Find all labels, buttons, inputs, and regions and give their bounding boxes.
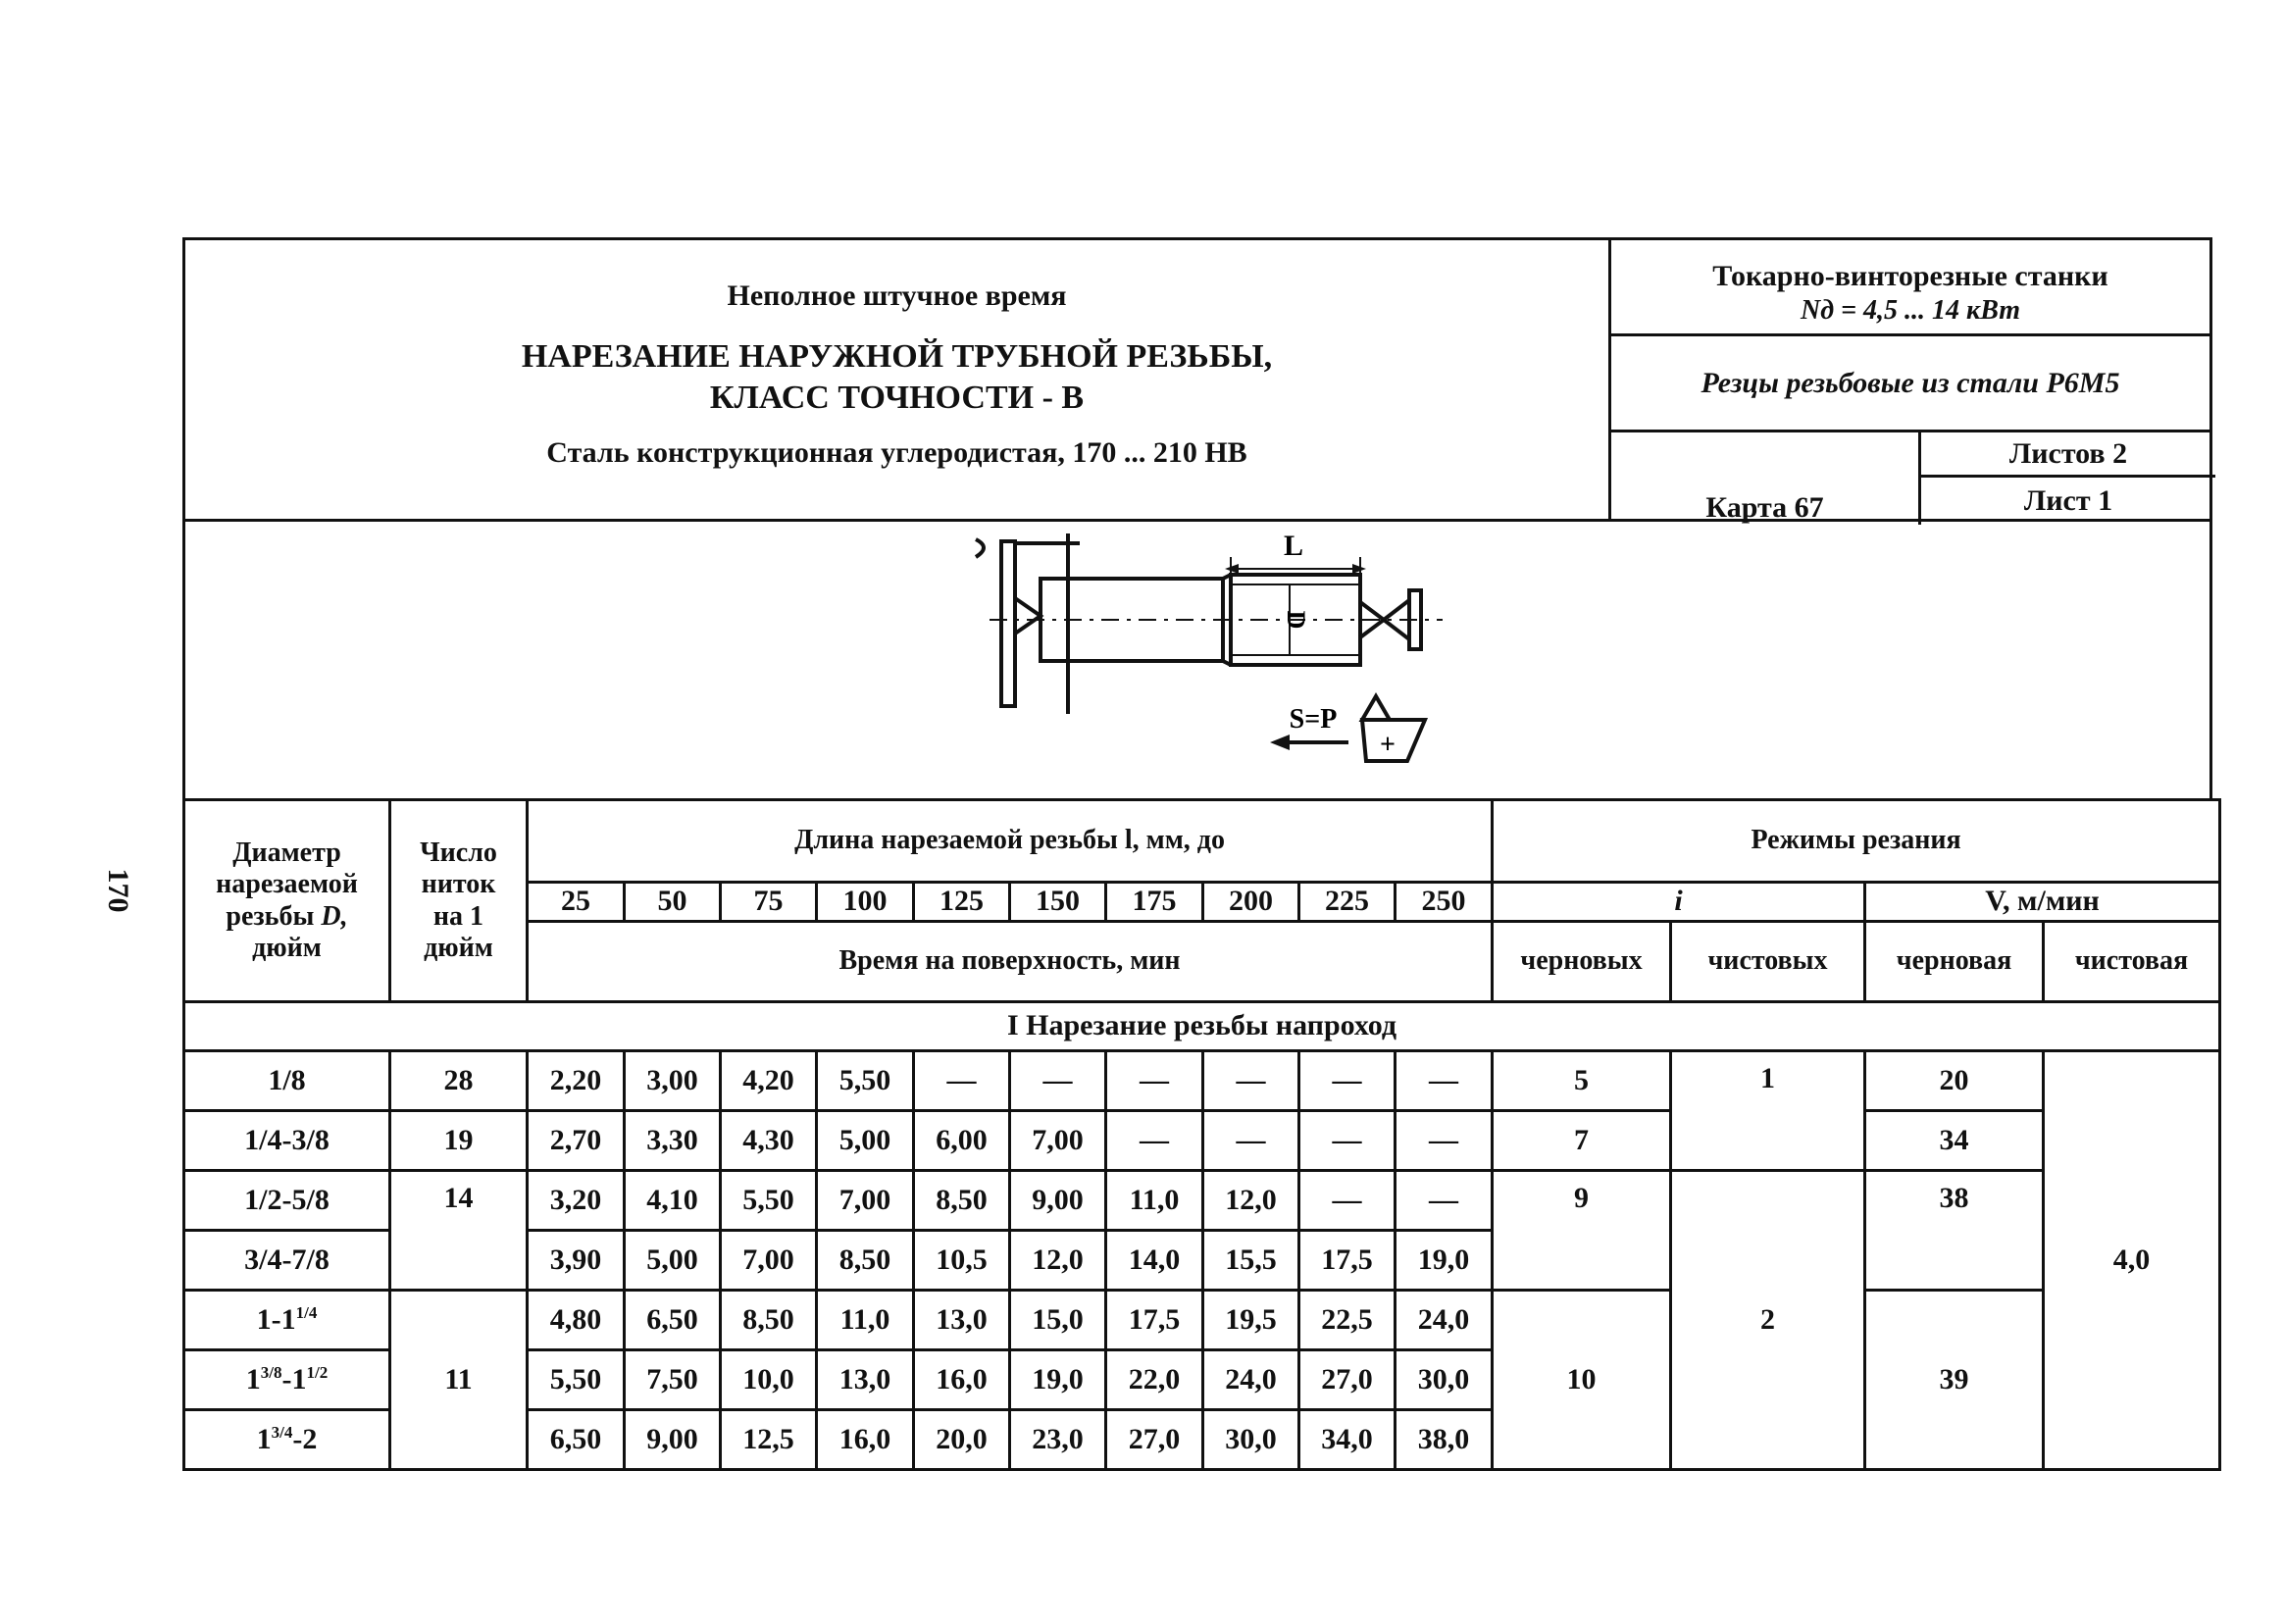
time-cell: 27,0 [1299, 1350, 1396, 1410]
header-modes: Режимы резания [1493, 800, 2220, 883]
time-cell: 10,5 [914, 1231, 1010, 1291]
time-cell: 8,50 [817, 1231, 914, 1291]
time-cell: 7,50 [625, 1350, 721, 1410]
header-diameter: Диаметр нарезаемой резьбы D, дюйм [184, 800, 390, 1002]
time-cell: 5,00 [817, 1111, 914, 1171]
sheet-number: Лист 1 [2023, 484, 2113, 517]
time-cell: 9,00 [1010, 1171, 1106, 1231]
time-cell: 3,30 [625, 1111, 721, 1171]
time-cell: — [1299, 1051, 1396, 1111]
time-cell: 14,0 [1106, 1231, 1203, 1291]
header-rough-v: черновая [1865, 922, 2044, 1002]
time-cell: — [1106, 1051, 1203, 1111]
table-row [184, 1291, 2220, 1350]
time-cell: 17,5 [1299, 1231, 1396, 1291]
length-col: 250 [1396, 883, 1493, 922]
feed-arrow-icon [1270, 735, 1290, 750]
page-title-line2: КЛАСС ТОЧНОСТИ - В [709, 380, 1085, 416]
diameter-cell: $1^{3/4}-2$ [184, 1410, 390, 1470]
time-cell: — [1396, 1051, 1493, 1111]
subtitle: Неполное штучное время [727, 279, 1067, 312]
time-cell: 16,0 [914, 1350, 1010, 1410]
card-number [1611, 432, 1921, 525]
sheets-total: Листов 2 [1921, 432, 2215, 478]
diameter-cell: 1/2-5/8 [184, 1171, 390, 1231]
drive-center [1015, 598, 1041, 634]
diameter-cell: 3/4-7/8 [184, 1231, 390, 1291]
i-rough-cell: 7 [1493, 1111, 1671, 1171]
i-finish-cell: 1 [1671, 1051, 1865, 1171]
length-col: 200 [1203, 883, 1299, 922]
time-cell: 2,20 [528, 1051, 625, 1111]
i-rough-cell: 9 [1493, 1171, 1671, 1291]
time-cell: 9,00 [625, 1410, 721, 1470]
v-rough-cell: 20 [1865, 1051, 2044, 1111]
time-cell: 19,0 [1396, 1231, 1493, 1291]
time-cell: — [1396, 1171, 1493, 1231]
chuck-jaw [976, 539, 984, 557]
threads-cell: 14 [390, 1171, 528, 1291]
time-cell: 15,0 [1010, 1291, 1106, 1350]
length-col: 50 [625, 883, 721, 922]
time-cell: 34,0 [1299, 1410, 1396, 1470]
length-col: 150 [1010, 883, 1106, 922]
time-cell: 30,0 [1203, 1410, 1299, 1470]
threads-cell: 11 [390, 1291, 528, 1470]
time-cell: 7,00 [1010, 1111, 1106, 1171]
setup-sketch [182, 522, 2212, 798]
time-cell: 16,0 [817, 1410, 914, 1470]
v-finish-cell: 4,0 [2044, 1051, 2220, 1470]
time-cell: 11,0 [1106, 1171, 1203, 1231]
label-D: D [1282, 610, 1310, 630]
time-cell: 3,20 [528, 1171, 625, 1231]
machine-type: Токарно-винторезные станки [1712, 260, 2108, 292]
time-cell: 6,50 [528, 1410, 625, 1470]
i-rough-cell: 10 [1493, 1291, 1671, 1470]
v-rough-cell: 39 [1865, 1291, 2044, 1470]
time-cell: 27,0 [1106, 1410, 1203, 1470]
tool-info: Резцы резьбовые из стали Р6М5 [1611, 336, 2209, 432]
material-label: Сталь конструкционная углеродистая, 170 ... 210 НВ [546, 436, 1247, 469]
time-cell: 5,50 [817, 1051, 914, 1111]
time-cell: 5,50 [528, 1350, 625, 1410]
threads-cell: 28 [390, 1051, 528, 1111]
time-cell: 11,0 [817, 1291, 914, 1350]
header-v: V, м/мин [1865, 883, 2220, 922]
time-cell: 13,0 [817, 1350, 914, 1410]
time-cell: 38,0 [1396, 1410, 1493, 1470]
thread-cutter [1362, 696, 1390, 720]
time-cell: — [1396, 1111, 1493, 1171]
thread-cutting-diagram [185, 522, 2209, 798]
time-cell: 15,5 [1203, 1231, 1299, 1291]
cutting-time-table [182, 798, 2221, 1471]
label-feed: S=P [1289, 704, 1338, 735]
table-row [184, 1171, 2220, 1231]
time-cell: 10,0 [721, 1350, 817, 1410]
time-cell: 7,00 [817, 1171, 914, 1231]
time-cell: 19,0 [1010, 1350, 1106, 1410]
length-col: 175 [1106, 883, 1203, 922]
time-cell: 13,0 [914, 1291, 1010, 1350]
time-cell: 5,00 [625, 1231, 721, 1291]
time-cell: 4,30 [721, 1111, 817, 1171]
header-i: i [1493, 883, 1865, 922]
time-cell: 7,00 [721, 1231, 817, 1291]
diameter-cell: 1/4-3/8 [184, 1111, 390, 1171]
time-cell: — [1203, 1111, 1299, 1171]
i-finish-cell: 2 [1671, 1171, 1865, 1470]
length-col: 225 [1299, 883, 1396, 922]
time-cell: 20,0 [914, 1410, 1010, 1470]
time-cell: 24,0 [1396, 1291, 1493, 1350]
label-L: L [1283, 530, 1304, 562]
time-cell: 30,0 [1396, 1350, 1493, 1410]
chuck-plate [1001, 541, 1015, 706]
time-cell: 8,50 [721, 1291, 817, 1350]
machine-info [1611, 240, 2209, 336]
card-number-label: Карта 67 [1705, 491, 1824, 524]
diameter-cell: 1/8 [184, 1051, 390, 1111]
time-cell: — [914, 1051, 1010, 1111]
time-cell: 6,00 [914, 1111, 1010, 1171]
header-finish-i: чистовых [1671, 922, 1865, 1002]
page-number: 170 [102, 868, 134, 913]
v-rough-cell: 38 [1865, 1171, 2044, 1291]
time-cell: 12,0 [1010, 1231, 1106, 1291]
time-cell: 4,20 [721, 1051, 817, 1111]
time-cell: 12,5 [721, 1410, 817, 1470]
time-cell: — [1106, 1111, 1203, 1171]
time-cell: 24,0 [1203, 1350, 1299, 1410]
page-title-line1: НАРЕЗАНИЕ НАРУЖНОЙ ТРУБНОЙ РЕЗЬБЫ, [521, 338, 1273, 375]
time-cell: 22,0 [1106, 1350, 1203, 1410]
header-threads: Число ниток на 1 дюйм [390, 800, 528, 1002]
header-length: Длина нарезаемой резьбы l, мм, до [528, 800, 1493, 883]
time-cell: 8,50 [914, 1171, 1010, 1231]
header-finish-v: чистовая [2044, 922, 2220, 1002]
time-cell: 4,80 [528, 1291, 625, 1350]
time-cell: 22,5 [1299, 1291, 1396, 1350]
time-cell: 17,5 [1106, 1291, 1203, 1350]
v-rough-cell: 34 [1865, 1111, 2044, 1171]
time-cell: — [1010, 1051, 1106, 1111]
length-col: 100 [817, 883, 914, 922]
time-cell: 12,0 [1203, 1171, 1299, 1231]
length-col: 25 [528, 883, 625, 922]
time-cell: 2,70 [528, 1111, 625, 1171]
label-plus: + [1380, 730, 1396, 760]
section-title: I Нарезание резьбы напроход [184, 1002, 2220, 1051]
time-cell: 3,90 [528, 1231, 625, 1291]
length-col: 125 [914, 883, 1010, 922]
diameter-cell: $1-1^{1/4}$ [184, 1291, 390, 1350]
length-col: 75 [721, 883, 817, 922]
time-cell: 23,0 [1010, 1410, 1106, 1470]
time-cell: — [1299, 1111, 1396, 1171]
time-cell: 5,50 [721, 1171, 817, 1231]
time-cell: 3,00 [625, 1051, 721, 1111]
time-cell: 6,50 [625, 1291, 721, 1350]
time-cell: — [1299, 1171, 1396, 1231]
time-cell: 19,5 [1203, 1291, 1299, 1350]
table-row [184, 1051, 2220, 1111]
header-time: Время на поверхность, мин [528, 922, 1493, 1002]
machine-power: Nд = 4,5 ... 14 кВт [1800, 295, 2021, 326]
diameter-cell: $1^{3/8}-1^{1/2}$ [184, 1350, 390, 1410]
title-block [182, 237, 1608, 522]
time-cell: — [1203, 1051, 1299, 1111]
time-cell: 4,10 [625, 1171, 721, 1231]
table-row [184, 1111, 2220, 1171]
process-card [182, 237, 2212, 1469]
threads-cell: 19 [390, 1111, 528, 1171]
i-rough-cell: 5 [1493, 1051, 1671, 1111]
stamp-block [1608, 237, 2212, 522]
header-rough-i: черновых [1493, 922, 1671, 1002]
